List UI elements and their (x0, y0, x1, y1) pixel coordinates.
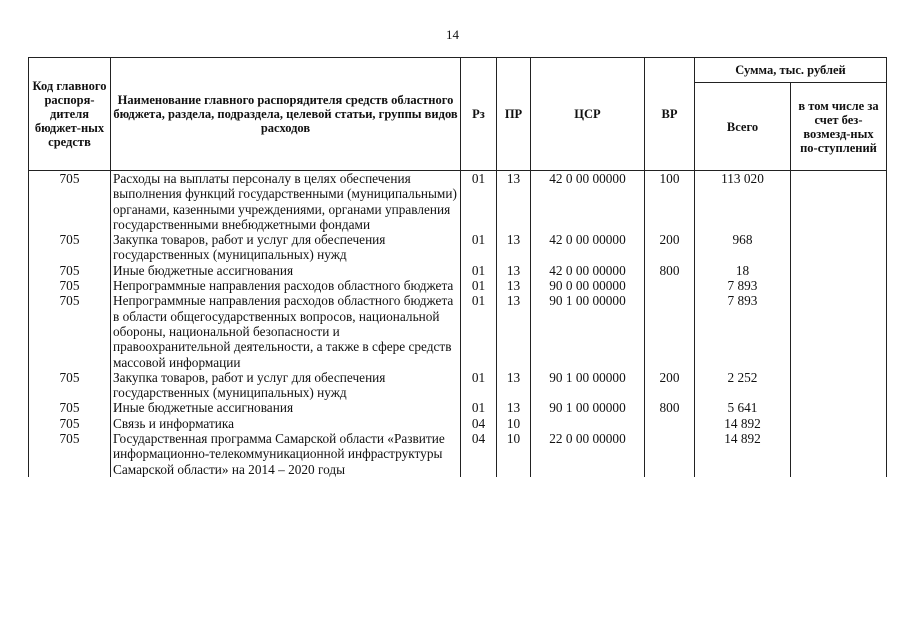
header-name-text: Наименование главного распорядителя средств областного бюджета, раздела, подраздела, целевой статьи, группы видов расходов (113, 93, 458, 135)
cell-vr: 800 (645, 400, 695, 415)
cell-total: 5 641 (695, 400, 791, 415)
cell-gratuitous (791, 370, 887, 401)
cell-csr: 90 0 00 00000 (531, 278, 645, 293)
table-row (29, 232, 887, 263)
cell-rz: 01 (461, 171, 497, 233)
cell-total: 968 (695, 232, 791, 263)
cell-rz: 01 (461, 400, 497, 415)
cell-rz: 01 (461, 293, 497, 369)
cell-code: 705 (29, 171, 111, 233)
table-row (29, 431, 887, 477)
cell-vr (645, 431, 695, 477)
cell-rz: 01 (461, 278, 497, 293)
cell-name: Непрограммные направления расходов областного бюджета в области общегосударственных вопросов, национальной обороны, национальной безопасности и правоохранительной деятельности, а также в сфере средств массовой информации (111, 293, 461, 369)
cell-pr: 10 (497, 431, 531, 477)
cell-rz: 01 (461, 263, 497, 278)
page-number: 14 (446, 27, 459, 42)
cell-pr: 13 (497, 293, 531, 369)
cell-total: 7 893 (695, 293, 791, 369)
cell-gratuitous (791, 293, 887, 369)
cell-code: 705 (29, 293, 111, 369)
cell-code: 705 (29, 232, 111, 263)
table-row (29, 416, 887, 431)
cell-total: 7 893 (695, 278, 791, 293)
cell-rz: 01 (461, 232, 497, 263)
cell-vr: 800 (645, 263, 695, 278)
table-row (29, 370, 887, 401)
cell-name: Закупка товаров, работ и услуг для обеспечения государственных (муниципальных) нужд (111, 370, 461, 401)
cell-name: Иные бюджетные ассигнования (111, 400, 461, 415)
cell-vr: 200 (645, 370, 695, 401)
cell-code: 705 (29, 416, 111, 431)
cell-pr: 13 (497, 400, 531, 415)
cell-total: 113 020 (695, 171, 791, 233)
cell-gratuitous (791, 263, 887, 278)
cell-total: 18 (695, 263, 791, 278)
header-sum-group: Сумма, тыс. рублей (695, 58, 887, 83)
table-row (29, 293, 887, 369)
cell-gratuitous (791, 431, 887, 477)
cell-vr (645, 293, 695, 369)
cell-code: 705 (29, 278, 111, 293)
cell-vr: 200 (645, 232, 695, 263)
cell-code: 705 (29, 370, 111, 401)
cell-code: 705 (29, 263, 111, 278)
cell-gratuitous (791, 232, 887, 263)
cell-csr: 90 1 00 00000 (531, 370, 645, 401)
cell-name: Связь и информатика (111, 416, 461, 431)
cell-gratuitous (791, 171, 887, 233)
cell-name: Закупка товаров, работ и услуг для обеспечения государственных (муниципальных) нужд (111, 232, 461, 263)
cell-pr: 13 (497, 171, 531, 233)
cell-name: Расходы на выплаты персоналу в целях обеспечения выполнения функций государственными (муниципальными) органами, казенными учреждениями, органами управления государственными внебюджетными фондами (111, 171, 461, 233)
cell-total: 14 892 (695, 416, 791, 431)
cell-code: 705 (29, 431, 111, 477)
cell-rz: 01 (461, 370, 497, 401)
header-rz: Рз (461, 58, 497, 171)
cell-csr: 42 0 00 00000 (531, 263, 645, 278)
cell-name: Непрограммные направления расходов областного бюджета (111, 278, 461, 293)
header-code: Код главного распоря-дителя бюджет-ных средств (29, 58, 111, 171)
cell-name: Государственная программа Самарской области «Развитие информационно-телекоммуникационной инфраструктуры Самарской области» на 2014 – 2020 годы (111, 431, 461, 477)
cell-gratuitous (791, 278, 887, 293)
cell-pr: 13 (497, 278, 531, 293)
table-header (29, 58, 887, 171)
cell-csr: 90 1 00 00000 (531, 400, 645, 415)
cell-csr: 42 0 00 00000 (531, 232, 645, 263)
header-gratuitous: в том числе за счет без-возмезд-ных по-ступлений (791, 83, 887, 171)
cell-pr: 13 (497, 370, 531, 401)
cell-csr: 22 0 00 00000 (531, 431, 645, 477)
table-body (29, 171, 887, 477)
table-row (29, 278, 887, 293)
header-csr: ЦСР (531, 58, 645, 171)
cell-gratuitous (791, 400, 887, 415)
cell-vr (645, 416, 695, 431)
cell-rz: 04 (461, 416, 497, 431)
table-row (29, 263, 887, 278)
cell-rz: 04 (461, 431, 497, 477)
cell-total: 14 892 (695, 431, 791, 477)
table-row (29, 400, 887, 415)
budget-table (28, 57, 887, 477)
cell-total: 2 252 (695, 370, 791, 401)
cell-vr: 100 (645, 171, 695, 233)
header-name (111, 58, 461, 171)
cell-gratuitous (791, 416, 887, 431)
header-total: Всего (695, 83, 791, 171)
cell-pr: 13 (497, 232, 531, 263)
cell-csr: 42 0 00 00000 (531, 171, 645, 233)
cell-code: 705 (29, 400, 111, 415)
cell-name: Иные бюджетные ассигнования (111, 263, 461, 278)
cell-csr: 90 1 00 00000 (531, 293, 645, 369)
header-vr: ВР (645, 58, 695, 171)
header-pr: ПР (497, 58, 531, 171)
cell-csr (531, 416, 645, 431)
cell-pr: 13 (497, 263, 531, 278)
cell-pr: 10 (497, 416, 531, 431)
cell-vr (645, 278, 695, 293)
table-row (29, 171, 887, 233)
